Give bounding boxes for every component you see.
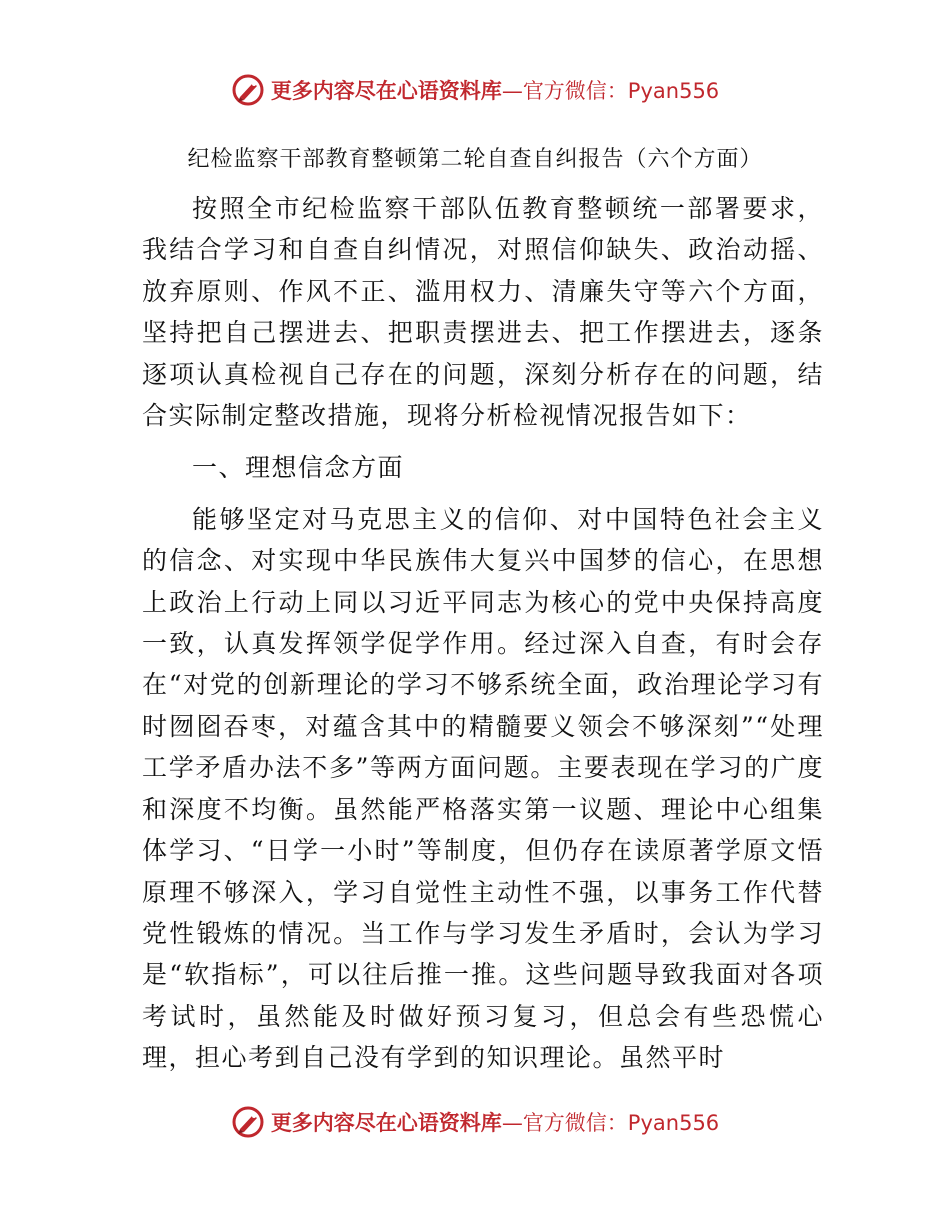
pen-nib-logo-icon [231,73,265,107]
watermark-group [231,1105,719,1139]
pen-nib-logo-icon [231,1105,265,1139]
section-paragraph: 能够坚定对马克思主义的信仰、对中国特色社会主义的信念、对实现中华民族伟大复兴中国梦的信心，在思想上政治上行动上同以习近平同志为核心的党中央保持高度一致，认真发挥领学促学作用。经过深入自查，有时会存在“对党的创新理论的学习不够系统全面，政治理论学习有时囫囵吞枣，对蕴含其中的精髓要义领会不够深刻”“处理工学矛盾办法不多”等两方面问题。主要表现在学习的广度和深度不均衡。虽然能严格落实第一议题、理论中心组集体学习、“日学一小时”等制度，但仍存在读原著学原文悟原理不够深入，学习自觉性主动性不强，以事务工作代替党性锻炼的情况。当工作与学习发生矛盾时，会认为学习是“软指标”，可以往后推一推。这些问题导致我面对各项考试时，虽然能及时做好预习复习，但总会有些恐慌心理，担心考到自己没有学到的知识理论。虽然平时 [142,504,824,1073]
intro-paragraph: 按照全市纪检监察干部队伍教育整顿统一部署要求，我结合学习和自查自纠情况，对照信仰缺失、政治动摇、放弃原则、作风不正、滥用权力、清廉失守等六个方面，坚持把自己摆进去、把职责摆进去、把工作摆进去，逐条逐项认真检视自己存在的问题，深刻分析存在的问题，结合实际制定整改措施，现将分析检视情况报告如下： [142,194,824,431]
watermark-contact: —官方微信：Pyan556 [501,1111,720,1135]
footer-watermark [0,1102,950,1142]
watermark-text [271,1107,719,1137]
header-watermark [0,70,950,110]
document-body [142,188,824,1090]
watermark-contact: —官方微信：Pyan556 [501,79,720,103]
document-title: 纪检监察干部教育整顿第二轮自查自纠报告（六个方面） [187,147,763,172]
watermark-text [271,75,719,105]
watermark-group [231,73,719,107]
section-heading: 一、理想信念方面 [192,453,405,483]
watermark-prefix: 更多内容尽在心语资料库 [270,1111,502,1135]
watermark-prefix: 更多内容尽在心语资料库 [270,79,502,103]
